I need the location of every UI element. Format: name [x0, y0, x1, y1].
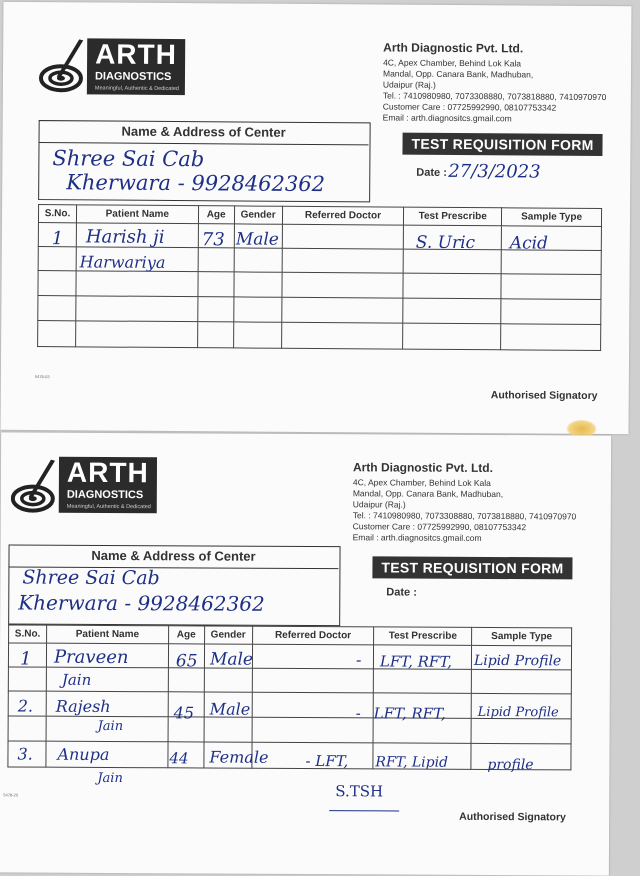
company-name: Arth Diagnostic Pvt. Ltd.	[383, 40, 524, 56]
col-patient-name: Patient Name	[76, 205, 198, 224]
date-label: Date :	[416, 166, 447, 179]
row1-sample: Acid	[509, 233, 549, 254]
company-address-3: Udaipur (Raj.)	[352, 499, 406, 510]
row3-sno: 3.	[17, 744, 33, 764]
company-name: Arth Diagnostic Pvt. Ltd.	[352, 460, 494, 475]
row3-age: 44	[169, 749, 189, 768]
brand-sub: DIAGNOSTICS	[66, 488, 144, 502]
col-age: Age	[168, 626, 204, 644]
brand-tagline: Meaningful, Authentic & Dedicated	[66, 503, 151, 511]
form-title: TEST REQUISITION FORM	[402, 133, 602, 156]
row3-name2: Jain	[97, 770, 123, 787]
col-age: Age	[198, 206, 234, 224]
row2-test: LFT, RFT,	[373, 704, 446, 723]
table-row	[38, 296, 601, 325]
company-address-1: 4C, Apex Chamber, Behind Lok Kala	[383, 57, 522, 69]
form-code: 5478-03	[34, 374, 50, 380]
row3-gender: Female	[209, 747, 269, 767]
row1-age: 65	[175, 651, 198, 672]
row1-sno: 1	[51, 228, 64, 250]
row1-name2: Jain	[61, 670, 92, 689]
table-row	[38, 271, 601, 300]
center-line-2: Kherwara - 9928462362	[66, 170, 326, 197]
center-line-1: Shree Sai Cab	[22, 566, 160, 590]
extra-test-underline	[329, 810, 399, 811]
row1-name: Harish ji	[85, 226, 165, 248]
requisition-form-1	[1, 2, 632, 434]
company-info	[383, 42, 629, 125]
row1-sample: Lipid Profile	[473, 652, 562, 670]
col-test-prescribe: Test Prescribe	[374, 627, 472, 646]
row2-gender: Male	[209, 699, 251, 719]
date-label: Date :	[386, 586, 417, 599]
arth-target-logo-icon	[39, 36, 87, 94]
arth-target-logo-icon	[11, 456, 59, 514]
row2-name2: Jain	[97, 718, 124, 735]
row3-sample: profile	[487, 756, 534, 774]
col-referred-doctor: Referred Doctor	[282, 206, 404, 225]
row2-sno: 2.	[17, 696, 34, 716]
brand-sub: DIAGNOSTICS	[94, 70, 172, 83]
col-referred-doctor: Referred Doctor	[252, 626, 374, 645]
company-care: Customer Care : 07725992990, 08107753342	[352, 521, 527, 533]
row1-name: Praveen	[53, 646, 129, 669]
center-title: Name & Address of Center	[91, 547, 256, 564]
company-care: Customer Care : 07725992990, 08107753342	[382, 101, 557, 113]
row1-gender: Male	[235, 229, 279, 250]
form-code: 5478-20	[3, 792, 18, 798]
extra-test: S.TSH	[335, 782, 384, 801]
col-sample-type: Sample Type	[502, 208, 602, 227]
row2-sample: Lipid Profile	[477, 704, 559, 721]
company-email: Email : arth.diagnositcs.gmail.com	[382, 112, 512, 124]
row1-doctor: -	[355, 650, 362, 670]
brand-word: ARTH	[95, 38, 178, 71]
table-row	[8, 667, 571, 694]
table-row	[38, 321, 601, 351]
company-address-1: 4C, Apex Chamber, Behind Lok Kala	[352, 477, 491, 488]
brand-tagline: Meaningful, Authentic & Dedicated	[94, 85, 180, 93]
center-title: Name & Address of Center	[121, 123, 286, 140]
col-patient-name: Patient Name	[47, 625, 169, 644]
col-gender: Gender	[234, 206, 282, 224]
row3-doctor: - LFT,	[305, 752, 349, 771]
form-title: TEST REQUISITION FORM	[372, 556, 572, 579]
col-test-prescribe: Test Prescribe	[404, 207, 502, 226]
row1-test: S. Uric	[415, 232, 476, 254]
row2-doctor: -	[355, 704, 361, 723]
company-address-2: Mandal, Opp. Canara Bank, Madhuban,	[352, 488, 504, 500]
company-tel: Tel. : 7410980980, 7073308880, 7073818880, 7410970970	[352, 510, 577, 522]
authorised-signatory: Authorised Signatory	[490, 389, 598, 402]
date-value: 27/3/2023	[448, 160, 541, 183]
col-sno: S.No.	[9, 625, 47, 643]
company-email: Email : arth.diagnositcs.gmail.com	[352, 532, 482, 543]
brand-block	[59, 457, 157, 514]
company-address-2: Mandal, Opp. Canara Bank, Madhuban,	[382, 68, 534, 80]
row2-name: Rajesh	[55, 696, 111, 716]
row1-test: LFT, RFT,	[379, 652, 452, 671]
col-gender: Gender	[204, 626, 252, 644]
requisition-form-2	[0, 432, 611, 875]
brand-word: ARTH	[66, 456, 149, 489]
col-sno: S.No.	[38, 205, 76, 223]
row2-age: 45	[173, 703, 195, 723]
table-row	[8, 716, 571, 744]
row3-name: Anupa	[57, 744, 110, 764]
center-line-1: Shree Sai Cab	[52, 146, 205, 172]
row1-sno: 1	[19, 648, 32, 670]
row1-name2: Harwariya	[79, 252, 166, 272]
col-sample-type: Sample Type	[472, 627, 572, 646]
company-info	[353, 462, 603, 544]
brand-block	[87, 38, 185, 95]
authorised-signatory: Authorised Signatory	[459, 810, 566, 824]
row1-gender: Male	[209, 649, 254, 670]
row3-test: RFT, Lipid	[375, 754, 449, 771]
company-address-3: Udaipur (Raj.)	[382, 79, 436, 90]
company-tel: Tel. : 7410980980, 7073308880, 7073818880, 7410970970	[382, 90, 607, 103]
row1-age: 73	[201, 229, 225, 251]
center-line-2: Kherwara - 9928462362	[18, 590, 265, 616]
